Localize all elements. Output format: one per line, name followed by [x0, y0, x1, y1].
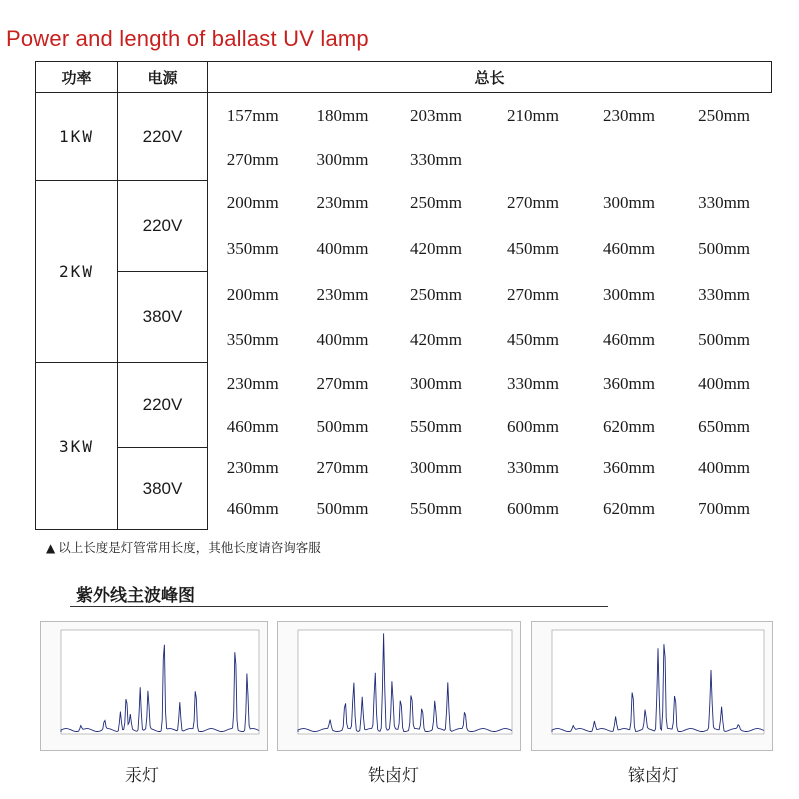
- length-cell: 300mm: [603, 284, 655, 304]
- length-cell: 400mm: [316, 238, 369, 258]
- length-cell: 450mm: [507, 238, 559, 258]
- length-cell: 210mm: [507, 105, 559, 125]
- length-cell: 180mm: [316, 105, 369, 125]
- header-row: [36, 62, 772, 93]
- section-title: 紫外线主波峰图: [76, 586, 195, 606]
- length-cell: 230mm: [226, 458, 279, 477]
- note-text: 以上长度是灯管常用长度，其他长度请咨询客服: [58, 540, 321, 555]
- length-cell: 157mm: [226, 105, 279, 125]
- triangle-icon: ▲: [46, 541, 56, 555]
- caption-iron: 铁卤灯: [368, 766, 419, 786]
- length-cell: 330mm: [507, 458, 559, 477]
- length-cell: 700mm: [698, 499, 751, 518]
- length-cell: 203mm: [410, 105, 462, 125]
- length-cell: 200mm: [226, 284, 279, 304]
- length-cell: 270mm: [316, 458, 369, 477]
- length-cell: 650mm: [698, 416, 751, 436]
- length-note: [46, 538, 321, 556]
- table-row: [36, 272, 772, 318]
- length-cell: 400mm: [316, 330, 369, 349]
- length-cell: 250mm: [698, 105, 751, 125]
- length-cell: [485, 139, 582, 181]
- length-cell: 300mm: [410, 374, 462, 393]
- length-cell: 620mm: [603, 499, 655, 518]
- length-cell: 420mm: [410, 238, 462, 258]
- length-cell: [677, 139, 772, 181]
- voltage-cell: 220V: [118, 363, 208, 448]
- power-cell: 1KW: [36, 93, 118, 181]
- length-cell: 250mm: [410, 193, 462, 212]
- length-cell: 460mm: [603, 330, 655, 349]
- length-cell: 460mm: [603, 238, 655, 258]
- length-cell: 250mm: [410, 284, 462, 304]
- power-cell: 2KW: [36, 181, 118, 363]
- length-cell: 200mm: [226, 193, 279, 212]
- voltage-cell: 380V: [118, 272, 208, 363]
- length-cell: 600mm: [507, 416, 559, 436]
- lamp-spec-table: [35, 61, 772, 530]
- length-cell: 270mm: [507, 193, 559, 212]
- length-cell: 550mm: [410, 416, 462, 436]
- length-cell: 230mm: [226, 374, 279, 393]
- header-total-length: 总长: [208, 62, 772, 93]
- length-cell: 460mm: [226, 416, 279, 436]
- length-cell: 500mm: [316, 416, 369, 436]
- length-cell: 330mm: [507, 374, 559, 393]
- length-cell: 460mm: [226, 499, 279, 518]
- length-cell: 300mm: [603, 193, 655, 212]
- plot-frame: [298, 630, 512, 734]
- length-cell: 620mm: [603, 416, 655, 436]
- length-cell: 420mm: [410, 330, 462, 349]
- length-cell: 270mm: [507, 284, 559, 304]
- length-cell: 230mm: [603, 105, 655, 125]
- voltage-cell: 220V: [118, 181, 208, 272]
- caption-gallium: 镓卤灯: [628, 766, 679, 786]
- table-row: [36, 181, 772, 226]
- header-supply: 电源: [118, 62, 208, 93]
- length-cell: 400mm: [698, 374, 751, 393]
- length-cell: 270mm: [316, 374, 369, 393]
- length-cell: 500mm: [698, 238, 751, 258]
- length-cell: 550mm: [410, 499, 462, 518]
- spectrum-chart-mercury: [40, 621, 268, 751]
- spectrum-chart-iron: [277, 621, 521, 751]
- voltage-cell: 220V: [118, 93, 208, 181]
- length-cell: 300mm: [316, 149, 369, 169]
- table-row: [36, 363, 772, 406]
- length-cell: 300mm: [410, 458, 462, 477]
- plot-frame: [61, 630, 259, 734]
- table-row: [36, 93, 772, 139]
- power-cell: 3KW: [36, 363, 118, 530]
- length-cell: 500mm: [698, 330, 751, 349]
- length-cell: 360mm: [603, 374, 655, 393]
- voltage-cell: 380V: [118, 448, 208, 530]
- length-cell: 330mm: [698, 284, 751, 304]
- length-cell: [582, 139, 677, 181]
- caption-mercury: 汞灯: [125, 766, 159, 786]
- table-row: [36, 448, 772, 489]
- length-cell: 350mm: [226, 330, 279, 349]
- length-cell: 600mm: [507, 499, 559, 518]
- length-cell: 450mm: [507, 330, 559, 349]
- length-cell: 270mm: [226, 149, 279, 169]
- length-cell: 360mm: [603, 458, 655, 477]
- plot-frame: [552, 630, 764, 734]
- length-cell: 330mm: [698, 193, 751, 212]
- length-cell: 400mm: [698, 458, 751, 477]
- length-cell: 350mm: [226, 238, 279, 258]
- spectrum-chart-gallium: [531, 621, 773, 751]
- length-cell: 500mm: [316, 499, 369, 518]
- length-cell: 330mm: [410, 149, 462, 169]
- section-header: [70, 580, 608, 607]
- length-cell: 230mm: [316, 284, 369, 304]
- header-power: 功率: [36, 62, 118, 93]
- page-title: Power and length of ballast UV lamp: [6, 26, 369, 51]
- length-cell: 230mm: [316, 193, 369, 212]
